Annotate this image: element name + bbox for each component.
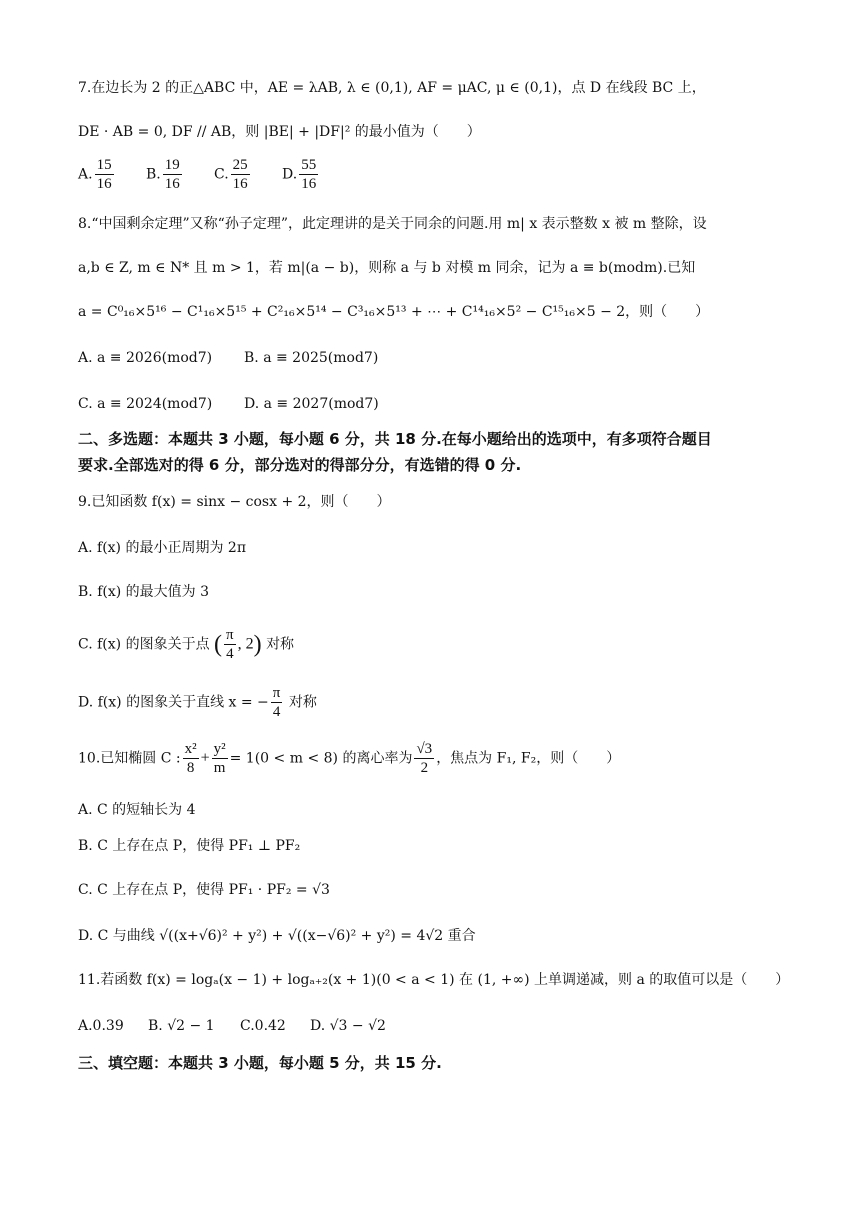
q8-option-b: B. a ≡ 2025(mod7) bbox=[244, 350, 379, 366]
q7-option-a: A. $\frac{15}{16}$ bbox=[78, 157, 112, 192]
q9-option-c: C. f(x) 的图象关于点 ( $\frac{\pi}{4}$ , 2) 对称 bbox=[78, 627, 295, 662]
q7-option-a-frac: $\frac{15}{16}$ bbox=[96, 157, 112, 192]
q8-line1: 8.“中国剩余定理”又称“孙子定理”，此定理讲的是关于同余的问题.用 m| x 表示整数 x 被 m 整除，设 bbox=[78, 216, 707, 232]
q10-option-a: A. C 的短轴长为 4 bbox=[78, 802, 196, 818]
q8-option-d: D. a ≡ 2027(mod7) bbox=[244, 396, 379, 412]
q10-option-d: D. C 与曲线 √((x+√6)² + y²) + √((x−√6)² + y²) = 4√2 重合 bbox=[78, 928, 476, 944]
q7-option-c: C. $\frac{25}{16}$ bbox=[214, 157, 248, 192]
q7-option-d: D. $\frac{55}{16}$ bbox=[282, 157, 317, 192]
q11-option-a: A.0.39 bbox=[78, 1018, 124, 1034]
q9-option-a: A. f(x) 的最小正周期为 2π bbox=[78, 540, 247, 556]
q7-option-b-frac: $\frac{19}{16}$ bbox=[164, 157, 180, 192]
q10-frac-x: $\frac{\text{x²}}{8}$ bbox=[184, 741, 197, 776]
q7-option-b: B. $\frac{19}{16}$ bbox=[146, 157, 180, 192]
q8-option-c: C. a ≡ 2024(mod7) bbox=[78, 396, 213, 412]
q9-option-c-frac: $\frac{\pi}{4}$ bbox=[226, 627, 234, 662]
q9-option-d: D. f(x) 的图象关于直线 x = − $\frac{\pi}{4}$ 对称 bbox=[78, 685, 317, 720]
section-2-heading-line2: 要求.全部选对的得 6 分，部分选对的得部分分，有选错的得 0 分. bbox=[78, 456, 522, 474]
q11-option-b: B. √2 − 1 bbox=[148, 1018, 215, 1034]
q8-line3: a = C⁰₁₆×5¹⁶ − C¹₁₆×5¹⁵ + C²₁₆×5¹⁴ − C³₁₆×5¹³ + ⋯ + C¹⁴₁₆×5² − C¹⁵₁₆×5 − 2，则（ ） bbox=[78, 304, 710, 320]
q7-line2: DE · AB = 0, DF // AB，则 |BE| + |DF|² 的最小值为（ ） bbox=[78, 124, 481, 140]
q9-option-d-frac: $\frac{\pi}{4}$ bbox=[272, 685, 281, 720]
section-2-heading-line1: 二、多选题：本题共 3 小题，每小题 6 分，共 18 分.在每小题给出的选项中，有多项符合题目 bbox=[78, 430, 712, 448]
q11-stem: 11.若函数 f(x) = logₐ(x − 1) + logₐ₊₂(x + 1)(0 < a < 1) 在 (1, +∞) 上单调递减，则 a 的取值可以是（ ） bbox=[78, 972, 790, 988]
q9-stem: 9.已知函数 f(x) = sinx − cosx + 2，则（ ） bbox=[78, 494, 391, 510]
q7-option-c-frac: $\frac{25}{16}$ bbox=[232, 157, 248, 192]
q10-option-b: B. C 上存在点 P，使得 PF₁ ⊥ PF₂ bbox=[78, 838, 301, 854]
q10-stem: 10.已知椭圆 C : $\frac{\text{x²}}{8}$ + $\frac{\text{y²}}{m}$ = 1(0 < m < 8) 的离心率为 $\frac{√3}{2}$ ，焦点为 F₁, F₂，则（ ） bbox=[78, 741, 621, 776]
q8-option-a: A. a ≡ 2026(mod7) bbox=[78, 350, 213, 366]
q11-option-d: D. √3 − √2 bbox=[310, 1018, 386, 1034]
q8-line2: a,b ∈ Z, m ∈ N* 且 m > 1，若 m|(a − b)，则称 a 与 b 对模 m 同余，记为 a ≡ b(modm).已知 bbox=[78, 260, 696, 276]
q7-option-d-frac: $\frac{55}{16}$ bbox=[301, 157, 317, 192]
q10-option-c: C. C 上存在点 P，使得 PF₁ · PF₂ = √3 bbox=[78, 882, 330, 898]
section-3-heading: 三、填空题：本题共 3 小题，每小题 5 分，共 15 分. bbox=[78, 1054, 442, 1072]
q7-line1: 7.在边长为 2 的正△ABC 中，AE = λAB, λ ∈ (0,1), AF = μAC, μ ∈ (0,1)，点 D 在线段 BC 上， bbox=[78, 80, 706, 96]
q10-frac-y: $\frac{\text{y²}}{m}$ bbox=[213, 741, 226, 776]
q9-option-b: B. f(x) 的最大值为 3 bbox=[78, 584, 209, 600]
q10-frac-ecc: $\frac{√3}{2}$ bbox=[416, 741, 433, 776]
q11-option-c: C.0.42 bbox=[240, 1018, 286, 1034]
